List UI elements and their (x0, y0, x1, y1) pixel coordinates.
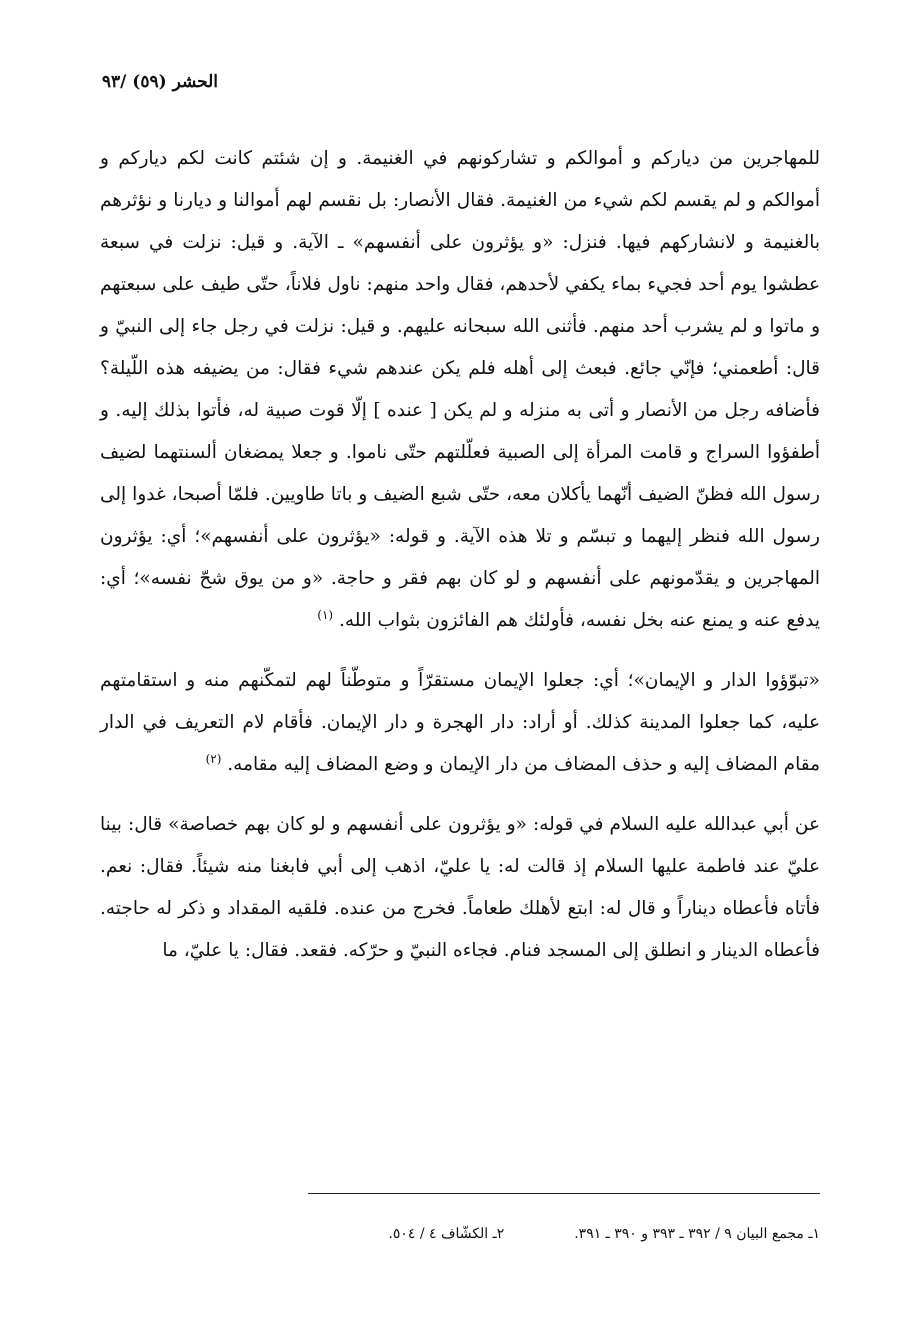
paragraph (100, 138, 820, 642)
body-text (100, 138, 820, 972)
running-header: الحشر (٥٩) /٩٣ (101, 72, 218, 92)
footnote-reference: (٢) (205, 751, 222, 766)
footnote: ١ـ مجمع البيان ٩ / ٣٩٢ ـ ٣٩٣ و ٣٩٠ ـ ٣٩١. (574, 1226, 820, 1242)
paragraph (100, 660, 820, 786)
paragraph-text: عن أبي عبدالله عليه السلام في قوله: «و يؤثرون على أنفسهم و لو كان بهم خصاصة» قال: بينا عليّ عند فاطمة عليها السلام إذ قالت له: يا عليّ، اذهب إلى أبي فابغنا منه شيئاً. فقال: نعم. فأتاه فأعطاه ديناراً و قال له: ابتع لأهلك طعاماً. فخرج من عنده. فلقيه المقداد و ذكر له حاجته. فأعطاه الدينار و انطلق إلى المسجد فنام. فجاءه النبيّ و حرّكه. فقعد. فقال: يا عليّ، ما (100, 814, 820, 961)
paragraph-text: «تبوّؤوا الدار و الإيمان»؛ أي: جعلوا الإيمان مستقرّاً و متوطّناً لهم لتمكّنهم منه و استقامتهم عليه، كما جعلوا المدينة كذلك. أو أراد: دار الهجرة و دار الإيمان. فأقام لام التعريف في الدار مقام المضاف إليه و حذف المضاف من دار الإيمان و وضع المضاف إليه مقامه. (100, 670, 820, 775)
footnote-reference: (١) (317, 607, 334, 622)
paragraph-text: للمهاجرين من دياركم و أموالكم و تشاركونهم في الغنيمة. و إن شئتم كانت لكم دياركم و أموالكم و لم يقسم لكم شيء من الغنيمة. فقال الأنصار: بل نقسم لهم أموالنا و ديارنا و نؤثرهم بالغنيمة و لانشاركهم فيها. فنزل: «و يؤثرون على أنفسهم» ـ الآية. و قيل: نزلت في سبعة عطشوا يوم أحد فجيء بماء يكفي لأحدهم، فقال واحد منهم: ناول فلاناً، حتّى طيف على سبعتهم و ماتوا و لم يشرب أحد منهم. فأثنى الله سبحانه عليهم. و قيل: نزلت في رجل جاء إلى النبيّ و قال: أطعمني؛ فإنّي جائع. فبعث إلى أهله فلم يكن عندهم شيء فقال: من يضيفه هذه اللّيلة؟ فأضافه رجل من الأنصار و أتى به منزله و لم يكن [ عنده ] إلّا قوت صبية له، فأتوا بذلك إليه. و أطفؤوا السراج و قامت المرأة إلى الصبية فعلّلتهم حتّى ناموا. و جعلا يمضغان ألسنتهما لضيف رسول الله فظنّ الضيف أنّهما يأكلان معه، حتّى شبع الضيف و باتا طاويين. فلمّا أصبحا، غدوا إلى رسول الله فنظر إليهما و تبسّم و تلا هذه الآية. و قوله: «يؤثرون على أنفسهم»؛ أي: يؤثرون المهاجرين و يقدّمونهم على أنفسهم و لو كان بهم فقر و حاجة. «و من يوق شحّ نفسه»؛ أي: يدفع عنه و يمنع عنه بخل نفسه، فأولئك هم الفائزون بثواب الله. (100, 148, 820, 631)
footnote: ٢ـ الكشّاف ٤ / ٥٠٤. (388, 1226, 505, 1242)
footnotes (308, 1226, 820, 1242)
paragraph (100, 804, 820, 972)
footnote-divider (308, 1193, 820, 1194)
